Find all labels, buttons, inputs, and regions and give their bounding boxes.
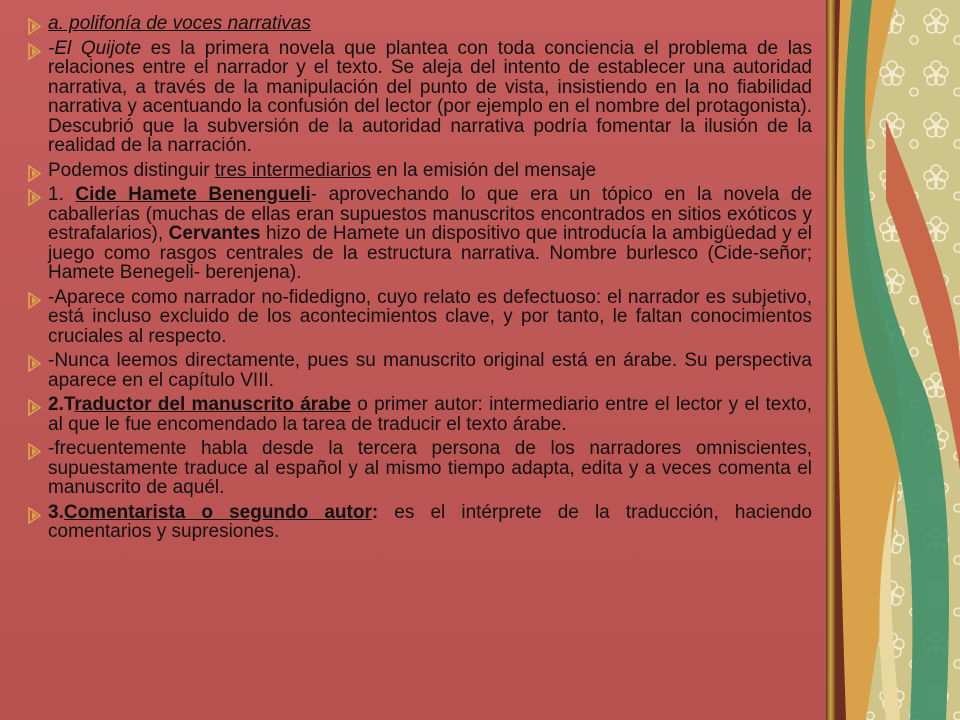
text-run: -Aparece como narrador no-fidedigno, cuyo relato es defectuoso: el narrador es subjetivo, está incluso excluido de los acontecimientos clave, y por tanto, le faltan conocimientos cruciales al respecto. [48,286,812,347]
bullet-paragraph [48,185,812,283]
text-run: -frecuentemente habla desde la tercera persona de los narradores omniscientes, supuestamente traduce al español y al mismo tiempo adapta, edita y a veces comenta el manuscrito de aquél. [48,438,812,498]
bullet-paragraph [48,503,812,542]
text-run: : [371,501,379,523]
ornamental-bullet-icon [27,292,42,309]
bullet-paragraph [48,395,812,434]
text-run: -Nunca leemos directamente, pues su manuscrito original está en árabe. Su perspectiva aparece en el capítulo VIII. [48,350,812,391]
bullet-paragraph [48,439,812,498]
paragraph-text [48,503,812,542]
bullet-paragraph [48,351,812,390]
text-run: Cervantes [168,223,261,244]
ornamental-bullet-icon [27,189,42,206]
text-run: 3. [48,501,64,523]
text-run: es el intérprete de la traducción, haciendo comentarios y supresiones. [48,501,812,542]
text-run: Podemos distinguir [48,159,215,181]
paragraph-text [48,14,812,34]
decorative-side-panel [826,0,960,720]
paragraph-text [48,395,812,434]
text-run: en la emisión del mensaje [371,159,597,181]
text-run: o primer autor: intermediario entre el lector y el texto, al que le fue encomendado la tarea de traducir el texto árabe. [48,394,812,435]
paragraph-text [48,185,812,283]
ornamental-bullet-icon [27,507,42,524]
text-run: 1. [48,184,76,205]
paragraph-text [48,288,812,347]
text-run: a. polifonía de voces narrativas [48,13,311,34]
paragraph-text [48,439,812,498]
paragraph-text [48,39,812,156]
bullet-paragraph [48,161,812,181]
bullet-paragraph [48,14,812,34]
ornamental-bullet-icon [27,399,42,416]
text-run: tres intermediarios [214,159,372,181]
text-run: - aprovechando lo que era un tópico en la novela de caballerías (muchas de ellas eran supuestos manuscritos encontrados en sitios exóticos y estrafalarios), [48,184,813,244]
ornamental-bullet-icon [27,443,42,460]
text-run: raductor del manuscrito árabe [74,394,351,415]
paragraph-text [48,161,812,181]
ornamental-bullet-icon [27,18,42,35]
text-run: 2.T [48,394,75,415]
ornamental-bullet-icon [27,165,42,182]
text-run: Cide Hamete Benengueli [75,184,311,205]
ornamental-bullet-icon [27,355,42,372]
text-run: es la primera novela que plantea con toda conciencia el problema de las relaciones entre el narrador y el texto. Se aleja del intento de establecer una autoridad narrativa, a través de la manipulación del punto de vista, insistiendo en la no fiabilidad narrativa y acentuando la confusión del lector (por ejemplo en el nombre del protagonista). Descubrió que la subversión de la autoridad narrativa podría fomentar la ilusión de la realidad de la narración. [48,37,812,156]
text-run: hizo de Hamete un dispositivo que introducía la ambigüedad y el juego como rasgos centrales de la estructura narrativa. Nombre burlesco (Cide-señor; Hamete Benegeli- berenjena). [48,223,813,283]
text-run: Comentarista o segundo autor [63,501,372,523]
bullet-paragraph [48,288,812,347]
bullet-paragraph [48,39,812,156]
slide-text-body [48,14,812,547]
ornamental-bullet-icon [27,43,42,60]
paragraph-text [48,351,812,390]
text-run: -El Quijote [48,37,142,59]
